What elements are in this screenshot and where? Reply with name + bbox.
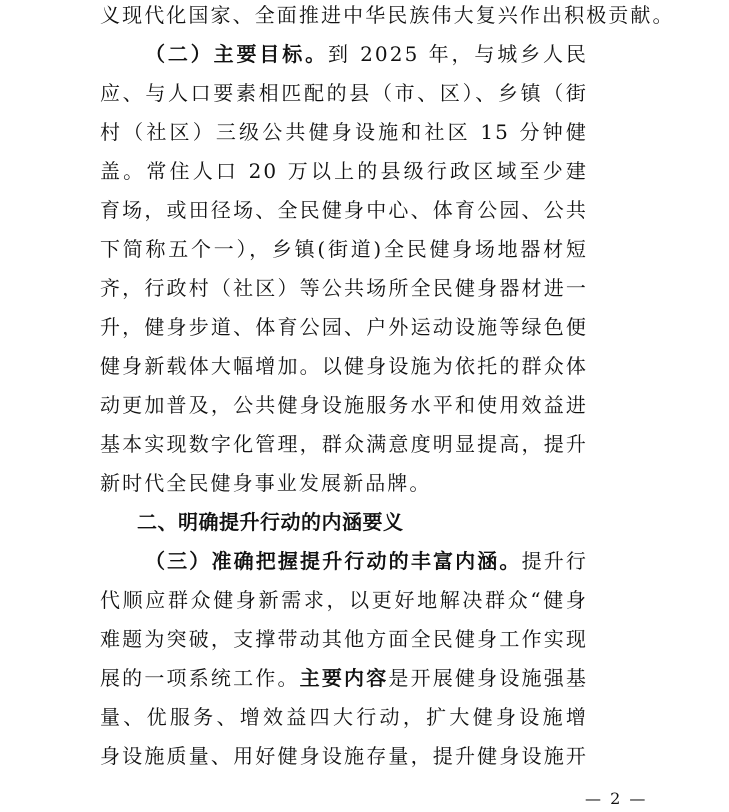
text-line [100,626,588,652]
text-segment: 新时代全民健身事业发展新品牌。 [100,471,432,495]
text-segment: 健身新载体大幅增加。以健身设施为依托的群众体 [100,354,588,378]
text-line [100,2,675,28]
bold-text: （三）准确把握提升行动的丰富内涵。 [145,549,522,573]
section-heading [137,509,625,535]
text-segment: 代顺应群众健身新需求，以更好地解决群众“健身 [100,588,588,612]
text-segment: 基本实现数字化管理，群众满意度明显提高，提升 [100,432,588,456]
text-segment: 是开展健身设施强基 [388,666,588,690]
text-line [145,41,588,67]
text-segment: 二、明确提升行动的内涵要义 [137,510,404,534]
text-line [100,314,588,340]
text-segment: 提升行 [521,549,588,573]
text-line [100,587,588,613]
text-line [100,119,588,145]
text-line [100,80,588,106]
text-line [100,392,588,418]
text-segment: 升，健身步道、体育公园、户外运动设施等绿色便 [100,315,588,339]
text-segment: 下简称五个一），乡镇(街道)全民健身场地器材短 [100,237,588,261]
text-segment: 到 2025 年，与城乡人民 [328,42,588,66]
text-segment: 村（社区）三级公共健身设施和社区 15 分钟健 [100,120,588,144]
text-segment: 量、优服务、增效益四大行动，扩大健身设施增 [100,705,588,729]
text-line [100,158,588,184]
text-line [100,275,588,301]
text-segment: 义现代化国家、全面推进中华民族伟大复兴作出积极贡献。 [100,3,675,27]
text-segment: 盖。常住人口 20 万以上的县级行政区域至少建 [100,159,588,183]
text-segment: 身设施质量、用好健身设施存量，提升健身设施开 [100,744,588,768]
text-line [100,743,588,769]
text-segment: 难题为突破，支撑带动其他方面全民健身工作实现 [100,627,588,651]
text-line [100,353,588,379]
page-number: — 2 — [585,789,648,808]
bold-text: 主要内容 [299,666,389,690]
text-line [145,548,588,574]
text-segment: 育场，或田径场、全民健身中心、体育公园、公共 [100,198,588,222]
text-segment: 齐，行政村（社区）等公共场所全民健身器材进一 [100,276,588,300]
text-line [100,197,588,223]
text-segment: 展的一项系统工作。 [100,666,300,690]
text-line [100,704,588,730]
text-segment: 动更加普及，公共健身设施服务水平和使用效益进 [100,393,588,417]
text-line [100,665,588,691]
text-segment: 应、与人口要素相匹配的县（市、区）、乡镇（街 [100,81,588,105]
text-line [100,470,588,496]
text-line [100,431,588,457]
bold-text: （二）主要目标。 [145,42,328,66]
text-line [100,236,588,262]
